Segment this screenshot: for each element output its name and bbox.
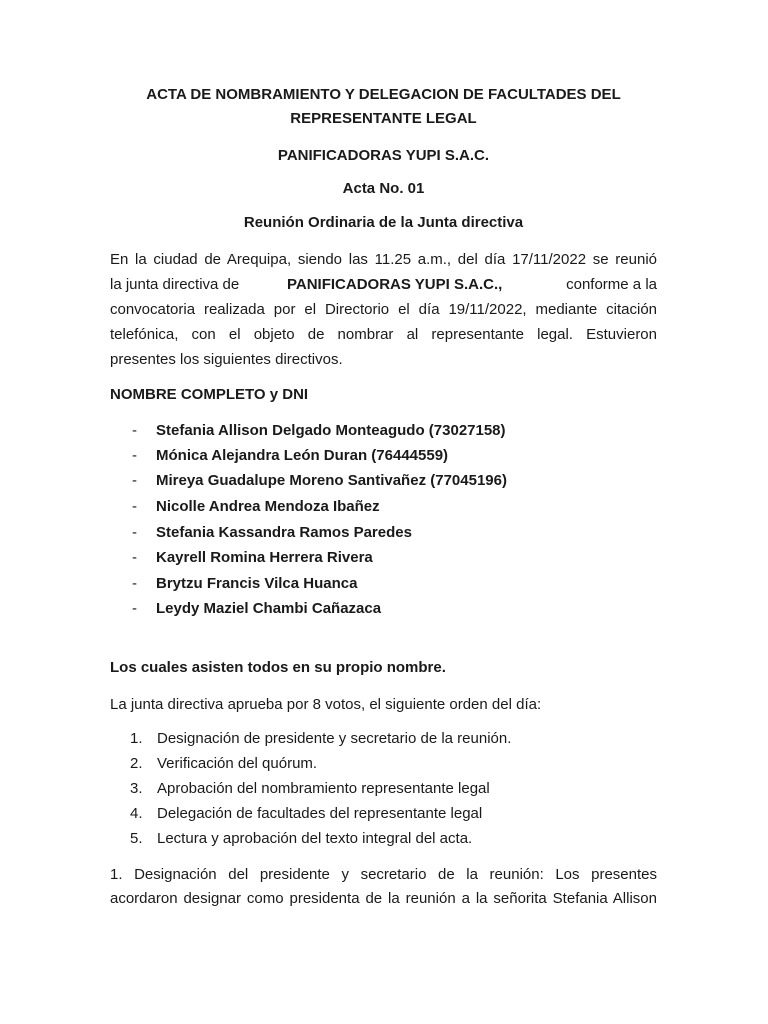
intro-line-2	[110, 276, 657, 294]
bullet-dash: -	[132, 600, 137, 617]
members-heading: NOMBRE COMPLETO y DNI	[110, 386, 309, 403]
company-name: PANIFICADORAS YUPI S.A.C.	[277, 147, 490, 164]
agenda-item-number: 4.	[130, 805, 143, 822]
intro-line-2-before: la junta directiva de	[110, 276, 240, 293]
section1-line-2: acordaron designar como presidenta de la reunión a la señorita Stefania Allison	[110, 890, 657, 907]
bullet-dash: -	[132, 447, 137, 464]
list-item	[110, 549, 657, 567]
agenda-item	[110, 755, 657, 773]
intro-line-3: convocatoria realizada por el Directorio el día 19/11/2022, mediante citación	[110, 301, 657, 318]
bullet-dash: -	[132, 498, 137, 515]
agenda-item-text: Verificación del quórum.	[157, 755, 318, 772]
member-name: Stefania Kassandra Ramos Paredes	[156, 524, 412, 541]
agenda-item-number: 2.	[130, 755, 143, 772]
bullet-dash: -	[132, 524, 137, 541]
agenda-item-number: 3.	[130, 780, 143, 797]
agenda-intro: La junta directiva aprueba por 8 votos, el siguiente orden del día:	[110, 696, 542, 713]
agenda-item	[110, 805, 657, 823]
member-name: Brytzu Francis Vilca Huanca	[156, 575, 358, 592]
bullet-dash: -	[132, 575, 137, 592]
list-item	[110, 447, 657, 465]
document-title-line1: ACTA DE NOMBRAMIENTO Y DELEGACION DE FACULTADES DEL	[146, 86, 621, 103]
bullet-dash: -	[132, 549, 137, 566]
document-title-line2: REPRESENTANTE LEGAL	[290, 110, 477, 127]
member-name: Stefania Allison Delgado Monteagudo (73027158)	[156, 422, 506, 439]
list-item	[110, 600, 657, 618]
list-item	[110, 472, 657, 490]
member-name: Leydy Maziel Chambi Cañazaca	[156, 600, 382, 617]
intro-company-name: PANIFICADORAS YUPI S.A.C.,	[287, 276, 503, 293]
bullet-dash: -	[132, 422, 137, 439]
list-item	[110, 524, 657, 542]
document-page	[110, 0, 657, 1024]
member-name: Mónica Alejandra León Duran (76444559)	[156, 447, 449, 464]
agenda-item-text: Delegación de facultades del representante legal	[157, 805, 483, 822]
intro-line-2-after: conforme a la	[566, 276, 657, 293]
agenda-item-text: Lectura y aprobación del texto integral del acta.	[157, 830, 473, 847]
member-name: Mireya Guadalupe Moreno Santivañez (77045196)	[156, 472, 507, 489]
list-item	[110, 422, 657, 440]
list-item	[110, 498, 657, 516]
agenda-item-text: Aprobación del nombramiento representante legal	[157, 780, 490, 797]
agenda-item	[110, 730, 657, 748]
agenda-item-number: 1.	[130, 730, 143, 747]
intro-line-4: telefónica, con el objeto de nombrar al representante legal. Estuvieron	[110, 326, 657, 343]
intro-line-1: En la ciudad de Arequipa, siendo las 11.25 a.m., del día 17/11/2022 se reunió	[110, 251, 657, 268]
member-name: Nicolle Andrea Mendoza Ibañez	[156, 498, 380, 515]
section1-line-1: 1. Designación del presidente y secretario de la reunión: Los presentes	[110, 866, 657, 883]
intro-line-5: presentes los siguientes directivos.	[110, 351, 343, 368]
agenda-item	[110, 780, 657, 798]
agenda-item-number: 5.	[130, 830, 143, 847]
list-item	[110, 575, 657, 593]
member-name: Kayrell Romina Herrera Rivera	[156, 549, 373, 566]
bullet-dash: -	[132, 472, 137, 489]
meeting-type: Reunión Ordinaria de la Junta directiva	[243, 214, 524, 231]
agenda-item-text: Designación de presidente y secretario de la reunión.	[157, 730, 512, 747]
agenda-item	[110, 830, 657, 848]
attendance-statement: Los cuales asisten todos en su propio nombre.	[110, 659, 446, 676]
acta-number: Acta No. 01	[342, 180, 425, 197]
